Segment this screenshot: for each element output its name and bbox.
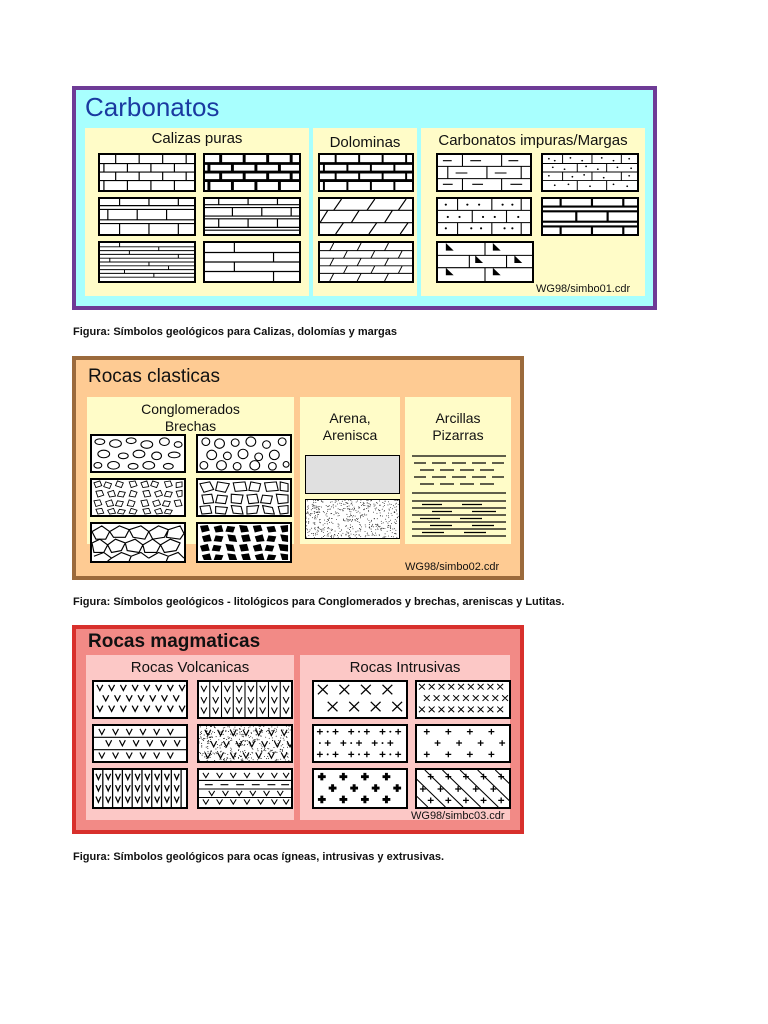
credit-text: WG98/simbo01.cdr — [536, 283, 631, 295]
argillaceous-limestone-symbol — [436, 153, 532, 192]
limestone-symbol — [98, 153, 196, 192]
section-label: Arenisca — [322, 427, 378, 443]
section-label: Dolominas — [329, 134, 401, 151]
bold-plus-symbol — [312, 768, 408, 809]
figure-caption: Figura: Símbolos geológicos para Calizas, dolomías y margas — [73, 326, 397, 338]
dolomite-oblique-symbol — [318, 197, 414, 236]
breccia-large-symbol — [90, 522, 186, 563]
dolomite-symbol — [318, 153, 414, 192]
shale-symbol — [412, 499, 506, 539]
section-label: Rocas Intrusivas — [349, 659, 461, 676]
magmaticas-panel — [72, 625, 524, 834]
volcanic-bedded-symbol — [92, 724, 188, 763]
panel-title: Carbonatos — [85, 92, 220, 122]
dolomite-laminated-symbol — [318, 241, 414, 283]
section-label: Pizarras — [432, 427, 484, 443]
section-label: Carbonatos impuras/Margas — [438, 132, 628, 149]
breccia-dark-symbol — [196, 522, 292, 563]
section-label: Rocas Volcanicas — [130, 659, 250, 676]
granite-dense-x-symbol — [415, 680, 511, 719]
gabbro-plus-symbol — [415, 724, 511, 763]
clay-symbol — [412, 455, 506, 494]
credit-text: WG98/simbc03.cdr — [411, 810, 505, 822]
thin-bedded-limestone-symbol — [98, 197, 196, 236]
section-label: Arena, — [329, 410, 371, 426]
granite-x-symbol — [312, 680, 408, 719]
flag-limestone-symbol — [436, 241, 534, 283]
volcanic-tuff-symbol — [197, 724, 293, 763]
sandstone-symbol — [305, 499, 400, 539]
diorite-plus-symbol — [312, 724, 408, 763]
marly-limestone-symbol — [203, 197, 301, 236]
volcanic-dike-symbol — [92, 768, 188, 809]
clasticas-panel — [72, 356, 524, 580]
laminated-limestone-symbol — [98, 241, 196, 283]
dotted-limestone-symbol — [436, 197, 532, 236]
section-label: Arcillas — [435, 410, 481, 426]
sand-symbol — [305, 455, 400, 494]
credit-text: WG98/simbo02.cdr — [405, 561, 500, 573]
breccia-fine-symbol — [90, 478, 186, 517]
coarse-conglomerate-symbol — [196, 434, 292, 473]
figure-caption: Figura: Símbolos geológicos para ocas ígneas, intrusivas y extrusivas. — [73, 851, 445, 863]
panel-title: Rocas clasticas — [88, 366, 220, 387]
bedded-limestone-symbol — [203, 241, 301, 283]
limestone-bold-symbol — [203, 153, 301, 192]
diagonal-plus-symbol — [415, 768, 511, 809]
section-label: Brechas — [164, 418, 217, 434]
carbonatos-panel — [72, 86, 657, 310]
volcanic-layered-symbol — [197, 768, 293, 809]
figure-caption: Figura: Símbolos geológicos - litológicos para Conglomerados y brechas, areniscas y Lutitas. — [73, 596, 565, 608]
section-label: Calizas puras — [151, 130, 243, 147]
panel-title: Rocas magmaticas — [88, 631, 261, 652]
volcanic-columnar-symbol — [197, 680, 293, 719]
double-line-limestone-symbol — [541, 197, 639, 236]
breccia-coarse-symbol — [196, 478, 292, 517]
volcanic-v-symbol — [92, 680, 188, 719]
sandy-marl-symbol — [541, 153, 639, 192]
section-label: Conglomerados — [141, 401, 240, 417]
conglomerate-symbol — [90, 434, 186, 473]
